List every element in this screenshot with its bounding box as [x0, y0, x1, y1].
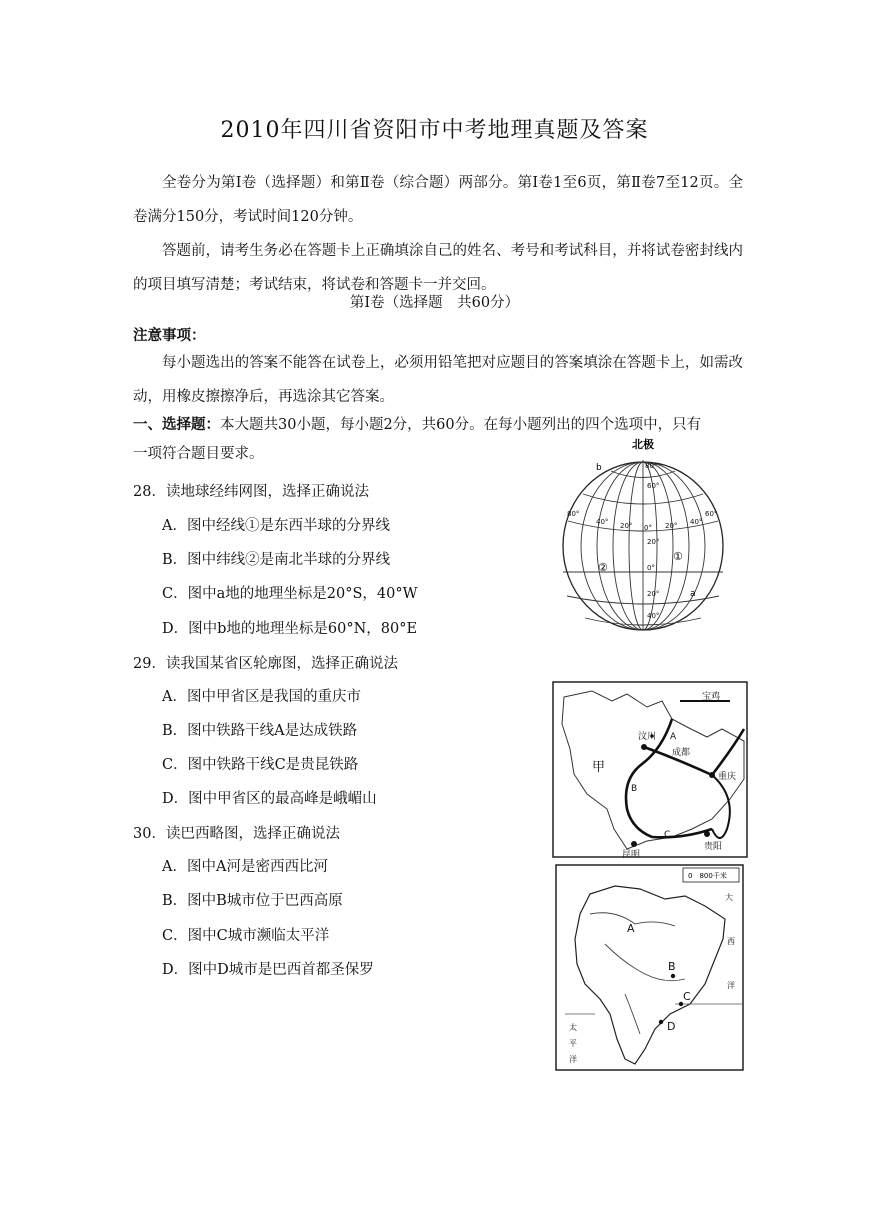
intro-paragraph-1: 全卷分为第Ⅰ卷（选择题）和第Ⅱ卷（综合题）两部分。第Ⅰ卷1至6页，第Ⅱ卷7至12页。全卷满分150分，考试时间120分钟。	[133, 175, 743, 225]
brazil-label-atlantic-3: 洋	[727, 981, 735, 990]
question-28-option-b: B．图中纬线②是南北半球的分界线	[162, 552, 391, 568]
province-label-chongqing: 重庆	[718, 772, 737, 782]
intro-paragraph-2: 答题前，请考生务必在答题卡上正确填涂自己的姓名、考号和考试科目，并将试卷密封线内的项目填写清楚；考试结束，将试卷和答题卡一并交回。	[133, 243, 743, 293]
question-30-stem: 30．读巴西略图，选择正确说法	[133, 826, 340, 842]
globe-meridian-1-marker: ①	[673, 550, 683, 563]
globe-label-60e: 60°	[705, 510, 718, 518]
brazil-label-b: B	[668, 960, 676, 973]
globe-north-pole-label: 北极	[632, 438, 654, 451]
brazil-label-atlantic-2: 西	[727, 937, 735, 946]
question-29-option-b: B．图中铁路干线A是达成铁路	[162, 723, 358, 739]
brazil-label-c: C	[683, 990, 691, 1003]
province-label-line-c: C	[664, 830, 671, 840]
globe-label-20e: 20°	[665, 522, 678, 530]
question-30-option-a: A．图中A河是密西西比河	[162, 859, 328, 875]
province-label-baoji: 宝鸡	[702, 692, 721, 702]
question-30-option-c: C．图中C城市濒临太平洋	[162, 928, 330, 944]
province-label-jia: 甲	[592, 760, 606, 775]
brazil-label-pacific-2: 平	[569, 1039, 577, 1048]
section-header: 第Ⅰ卷（选择题 共60分）	[349, 295, 520, 311]
part1-text-line1: 本大题共30小题，每小题2分，共60分。在每小题列出的四个选项中，只有	[220, 417, 702, 433]
part1-heading	[133, 413, 701, 434]
brazil-scale-label: 0 800千米	[688, 872, 727, 880]
globe-point-b: b	[596, 463, 602, 473]
question-28-option-d: D．图中b地的地理坐标是60°N，80°E	[162, 621, 418, 637]
province-label-chengdu: 成都	[672, 748, 691, 758]
brazil-label-d: D	[667, 1020, 676, 1033]
question-29-option-a: A．图中甲省区是我国的重庆市	[162, 689, 361, 705]
question-29-option-c: C．图中铁路干线C是贵昆铁路	[162, 757, 359, 773]
globe-label-40w: 40°	[596, 518, 609, 526]
brazil-label-pacific-3: 洋	[569, 1055, 577, 1064]
brazil-label-a: A	[627, 922, 635, 935]
province-label-wenchuan: 汶川	[638, 732, 657, 742]
globe-latitude-2-marker: ②	[598, 561, 608, 574]
notice-text: 每小题选出的答案不能答在试卷上，必须用铅笔把对应题目的答案填涂在答题卡上，如需改动，用橡皮擦擦净后，再选涂其它答案。	[133, 355, 743, 405]
notice-label: 注意事项：	[133, 328, 206, 344]
part1-text-line2: 一项符合题目要求。	[133, 446, 264, 462]
province-label-guiyang: 贵阳	[704, 842, 723, 852]
brazil-map-figure	[555, 864, 745, 1072]
brazil-label-atlantic-1: 大	[725, 893, 733, 902]
globe-label-40s: 40°	[647, 612, 660, 620]
globe-label-equator: 0°	[647, 564, 655, 572]
question-30-option-b: B．图中B城市位于巴西高原	[162, 893, 343, 909]
province-label-line-b: B	[631, 784, 638, 794]
question-28-option-c: C．图中a地的地理坐标是20°S，40°W	[162, 586, 418, 602]
globe-label-80w: 80°	[567, 510, 580, 518]
part1-label: 一、选择题：	[133, 417, 220, 433]
question-29-option-d: D．图中甲省区的最高峰是峨嵋山	[162, 791, 377, 807]
question-28-stem: 28．读地球经纬网图，选择正确说法	[133, 484, 369, 500]
globe-label-0-meridian: 0°	[644, 524, 652, 532]
globe-label-20n: 20°	[647, 538, 660, 546]
globe-label-60n: 60°	[647, 482, 660, 490]
globe-graticule-figure	[553, 436, 738, 632]
question-30-option-d: D．图中D城市是巴西首都圣保罗	[162, 962, 374, 978]
brazil-label-pacific-1: 太	[569, 1023, 577, 1032]
globe-label-20w: 20°	[620, 522, 633, 530]
page-title: 2010年四川省资阳市中考地理真题及答案	[220, 118, 649, 143]
globe-point-a: a	[690, 589, 696, 599]
question-29-stem: 29．读我国某省区轮廓图，选择正确说法	[133, 656, 398, 672]
question-28-option-a: A．图中经线①是东西半球的分界线	[162, 518, 390, 534]
province-label-line-a: A	[670, 732, 677, 742]
globe-label-80n: 80°	[645, 462, 658, 470]
globe-label-20s: 20°	[647, 590, 660, 598]
globe-label-40e: 40°	[690, 518, 703, 526]
province-label-kunming: 昆明	[622, 850, 641, 860]
province-outline-figure	[552, 679, 749, 860]
